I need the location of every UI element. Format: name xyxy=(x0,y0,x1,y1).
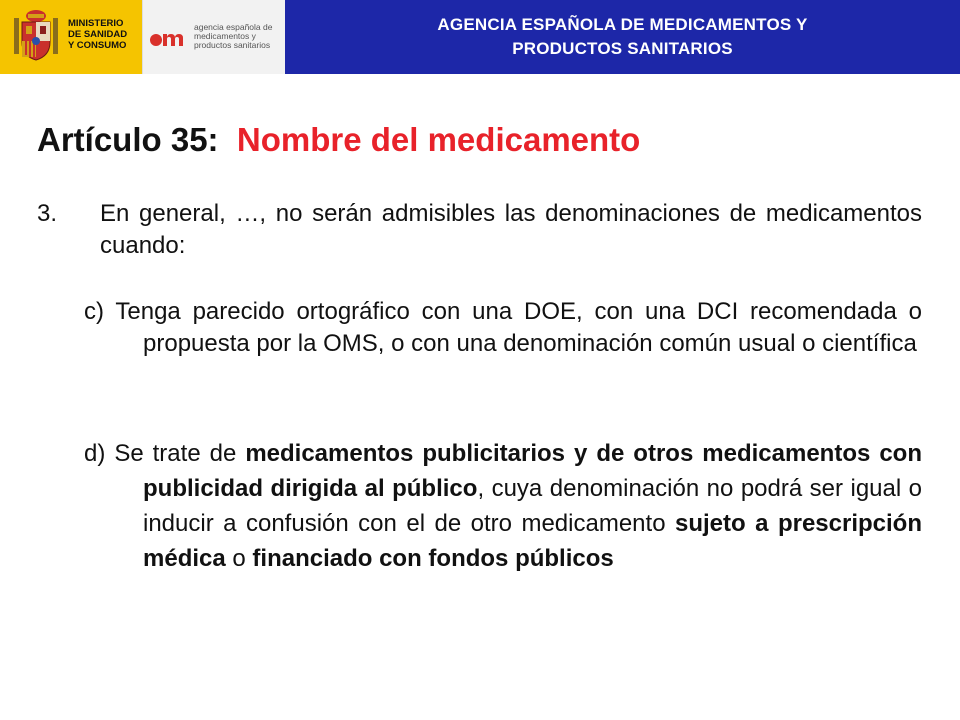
agency-line: medicamentos y xyxy=(194,31,256,41)
list-item-3 xyxy=(37,198,922,262)
agency-line: agencia española de xyxy=(194,22,273,32)
ministry-line: DE SANIDAD xyxy=(68,29,128,40)
sub-item-text xyxy=(84,436,922,576)
ministry-line: Y CONSUMO xyxy=(68,40,127,51)
list-item-number: 3. xyxy=(37,200,58,227)
bold-run: sujeto a prescripción médica xyxy=(143,510,922,572)
text-run: o xyxy=(225,545,253,572)
sub-item-d xyxy=(84,436,922,576)
title-prefix: Artículo 35: xyxy=(37,121,219,158)
agency-logo-icon xyxy=(149,28,189,48)
bold-run: financiado con fondos públicos xyxy=(252,545,614,572)
coat-of-arms-icon xyxy=(10,8,62,64)
agency-line: productos sanitarios xyxy=(194,40,271,50)
agency-name xyxy=(194,23,284,50)
ministry-name xyxy=(68,18,140,51)
ministry-line: MINISTERIO xyxy=(68,18,124,29)
ministry-logo-block xyxy=(0,0,142,74)
text-run: , cuya denominación no podrá ser igual o inducir a confusión con el de otro medicamento xyxy=(143,475,923,537)
sub-item-text: c) Tenga parecido ortográfico con una DOE, con una DCI recomendada o propuesta por la OMS, o con una denominación común usual o científica xyxy=(84,298,922,357)
slide-title xyxy=(37,118,917,162)
text-run: d) Se trate de xyxy=(84,440,246,467)
header-title-line: AGENCIA ESPAÑOLA DE MEDICAMENTOS Y xyxy=(437,15,808,34)
header-title-line: PRODUCTOS SANITARIOS xyxy=(512,39,733,58)
title-highlight: Nombre del medicamento xyxy=(236,121,641,158)
bold-run: medicamentos publicitarios y de otros medicamentos con publicidad dirigida al público xyxy=(143,440,922,502)
list-item-text: En general, …, no serán admisibles las denominaciones de medicamentos cuando: xyxy=(100,200,922,259)
header-title-banner xyxy=(285,0,960,74)
agency-logo-block xyxy=(142,0,286,74)
sub-item-c xyxy=(84,296,922,360)
